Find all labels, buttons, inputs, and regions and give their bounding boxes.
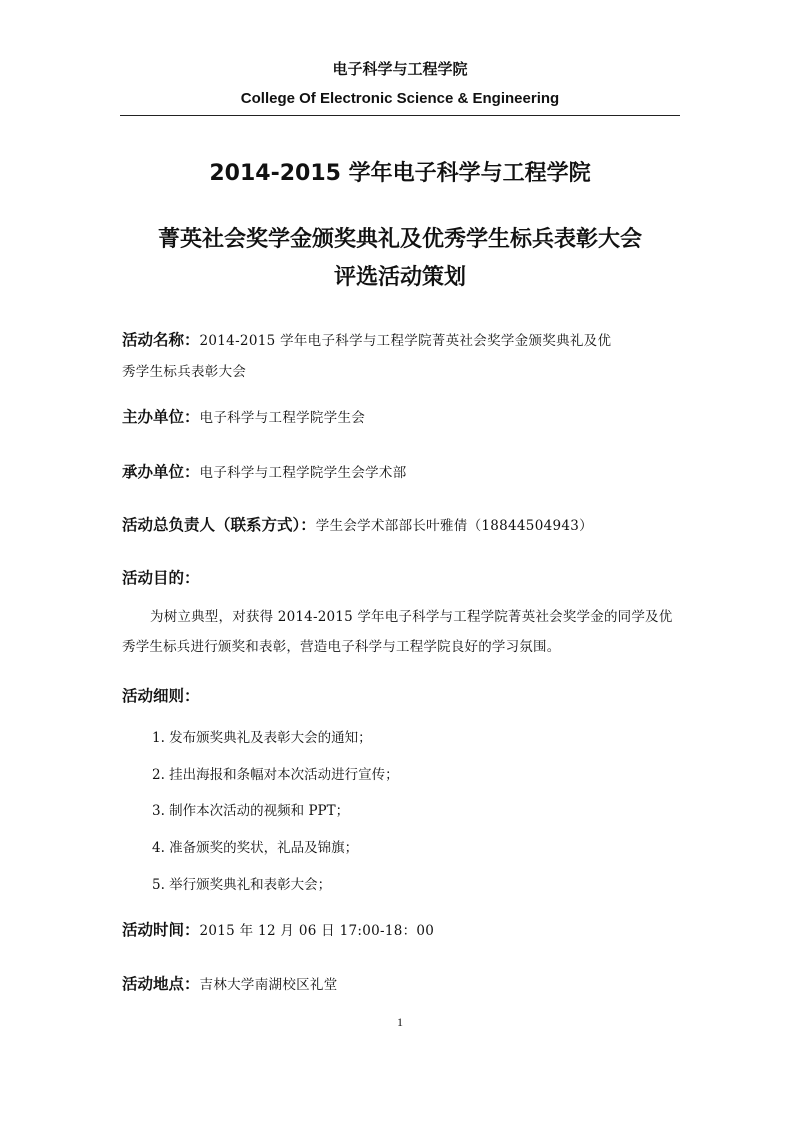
- organizer-row: [122, 405, 365, 427]
- purpose-paragraph: 为树立典型，对获得 2014-2015 学年电子科学与工程学院菁英社会奖学金的同学及优秀学生标兵进行颁奖和表彰，营造电子科学与工程学院良好的学习氛围。: [122, 609, 673, 655]
- location-label: 活动地点：: [122, 975, 200, 993]
- details-label: 活动细则：: [122, 687, 200, 705]
- undertaker-row: [122, 460, 407, 482]
- header-college-name-en: College Of Electronic Science & Engineering: [240, 90, 560, 107]
- details-heading-row: [122, 684, 200, 706]
- details-list-item: 4. 准备颁奖的奖状，礼品及锦旗；: [152, 840, 359, 856]
- time-row: [122, 918, 434, 940]
- header-college-name-cn: 电子科学与工程学院: [332, 60, 468, 78]
- time-label: 活动时间：: [122, 921, 200, 939]
- details-list-item: 5. 举行颁奖典礼和表彰大会；: [152, 877, 332, 893]
- header-divider: [120, 115, 680, 116]
- details-list-item: 2. 挂出海报和条幅对本次活动进行宣传；: [152, 767, 399, 783]
- undertaker-value: 电子科学与工程学院学生会学术部: [199, 465, 407, 481]
- contact-label: 活动总负责人（联系方式）：: [122, 516, 316, 534]
- title-line-3: 评选活动策划: [333, 265, 466, 290]
- organizer-value: 电子科学与工程学院学生会: [199, 410, 366, 426]
- organizer-label: 主办单位：: [122, 408, 200, 426]
- contact-value: 学生会学术部部长叶雅倩（18844504943）: [315, 518, 593, 534]
- location-row: [122, 972, 338, 994]
- activity-name-label: 活动名称：: [122, 331, 200, 349]
- purpose-heading-row: [122, 566, 200, 588]
- location-value: 吉林大学南湖校区礼堂: [199, 977, 338, 993]
- title-line-1: 2014-2015 学年电子科学与工程学院: [209, 161, 591, 186]
- activity-name-row-continued: [122, 360, 246, 380]
- contact-row: [122, 513, 593, 535]
- title-line-2: 菁英社会奖学金颁奖典礼及优秀学生标兵表彰大会: [157, 227, 642, 252]
- activity-name-value: 2014-2015 学年电子科学与工程学院菁英社会奖学金颁奖典礼及优: [199, 333, 612, 349]
- activity-name-value-continued: 秀学生标兵表彰大会: [122, 364, 247, 380]
- undertaker-label: 承办单位：: [122, 463, 200, 481]
- details-list-item: 3. 制作本次活动的视频和 PPT；: [152, 803, 350, 819]
- time-value: 2015 年 12 月 06 日 17:00-18：00: [199, 923, 435, 939]
- details-list-item: 1. 发布颁奖典礼及表彰大会的通知；: [152, 730, 372, 746]
- purpose-label: 活动目的：: [122, 569, 200, 587]
- activity-name-row: [122, 328, 611, 350]
- page-number: 1: [397, 1015, 403, 1029]
